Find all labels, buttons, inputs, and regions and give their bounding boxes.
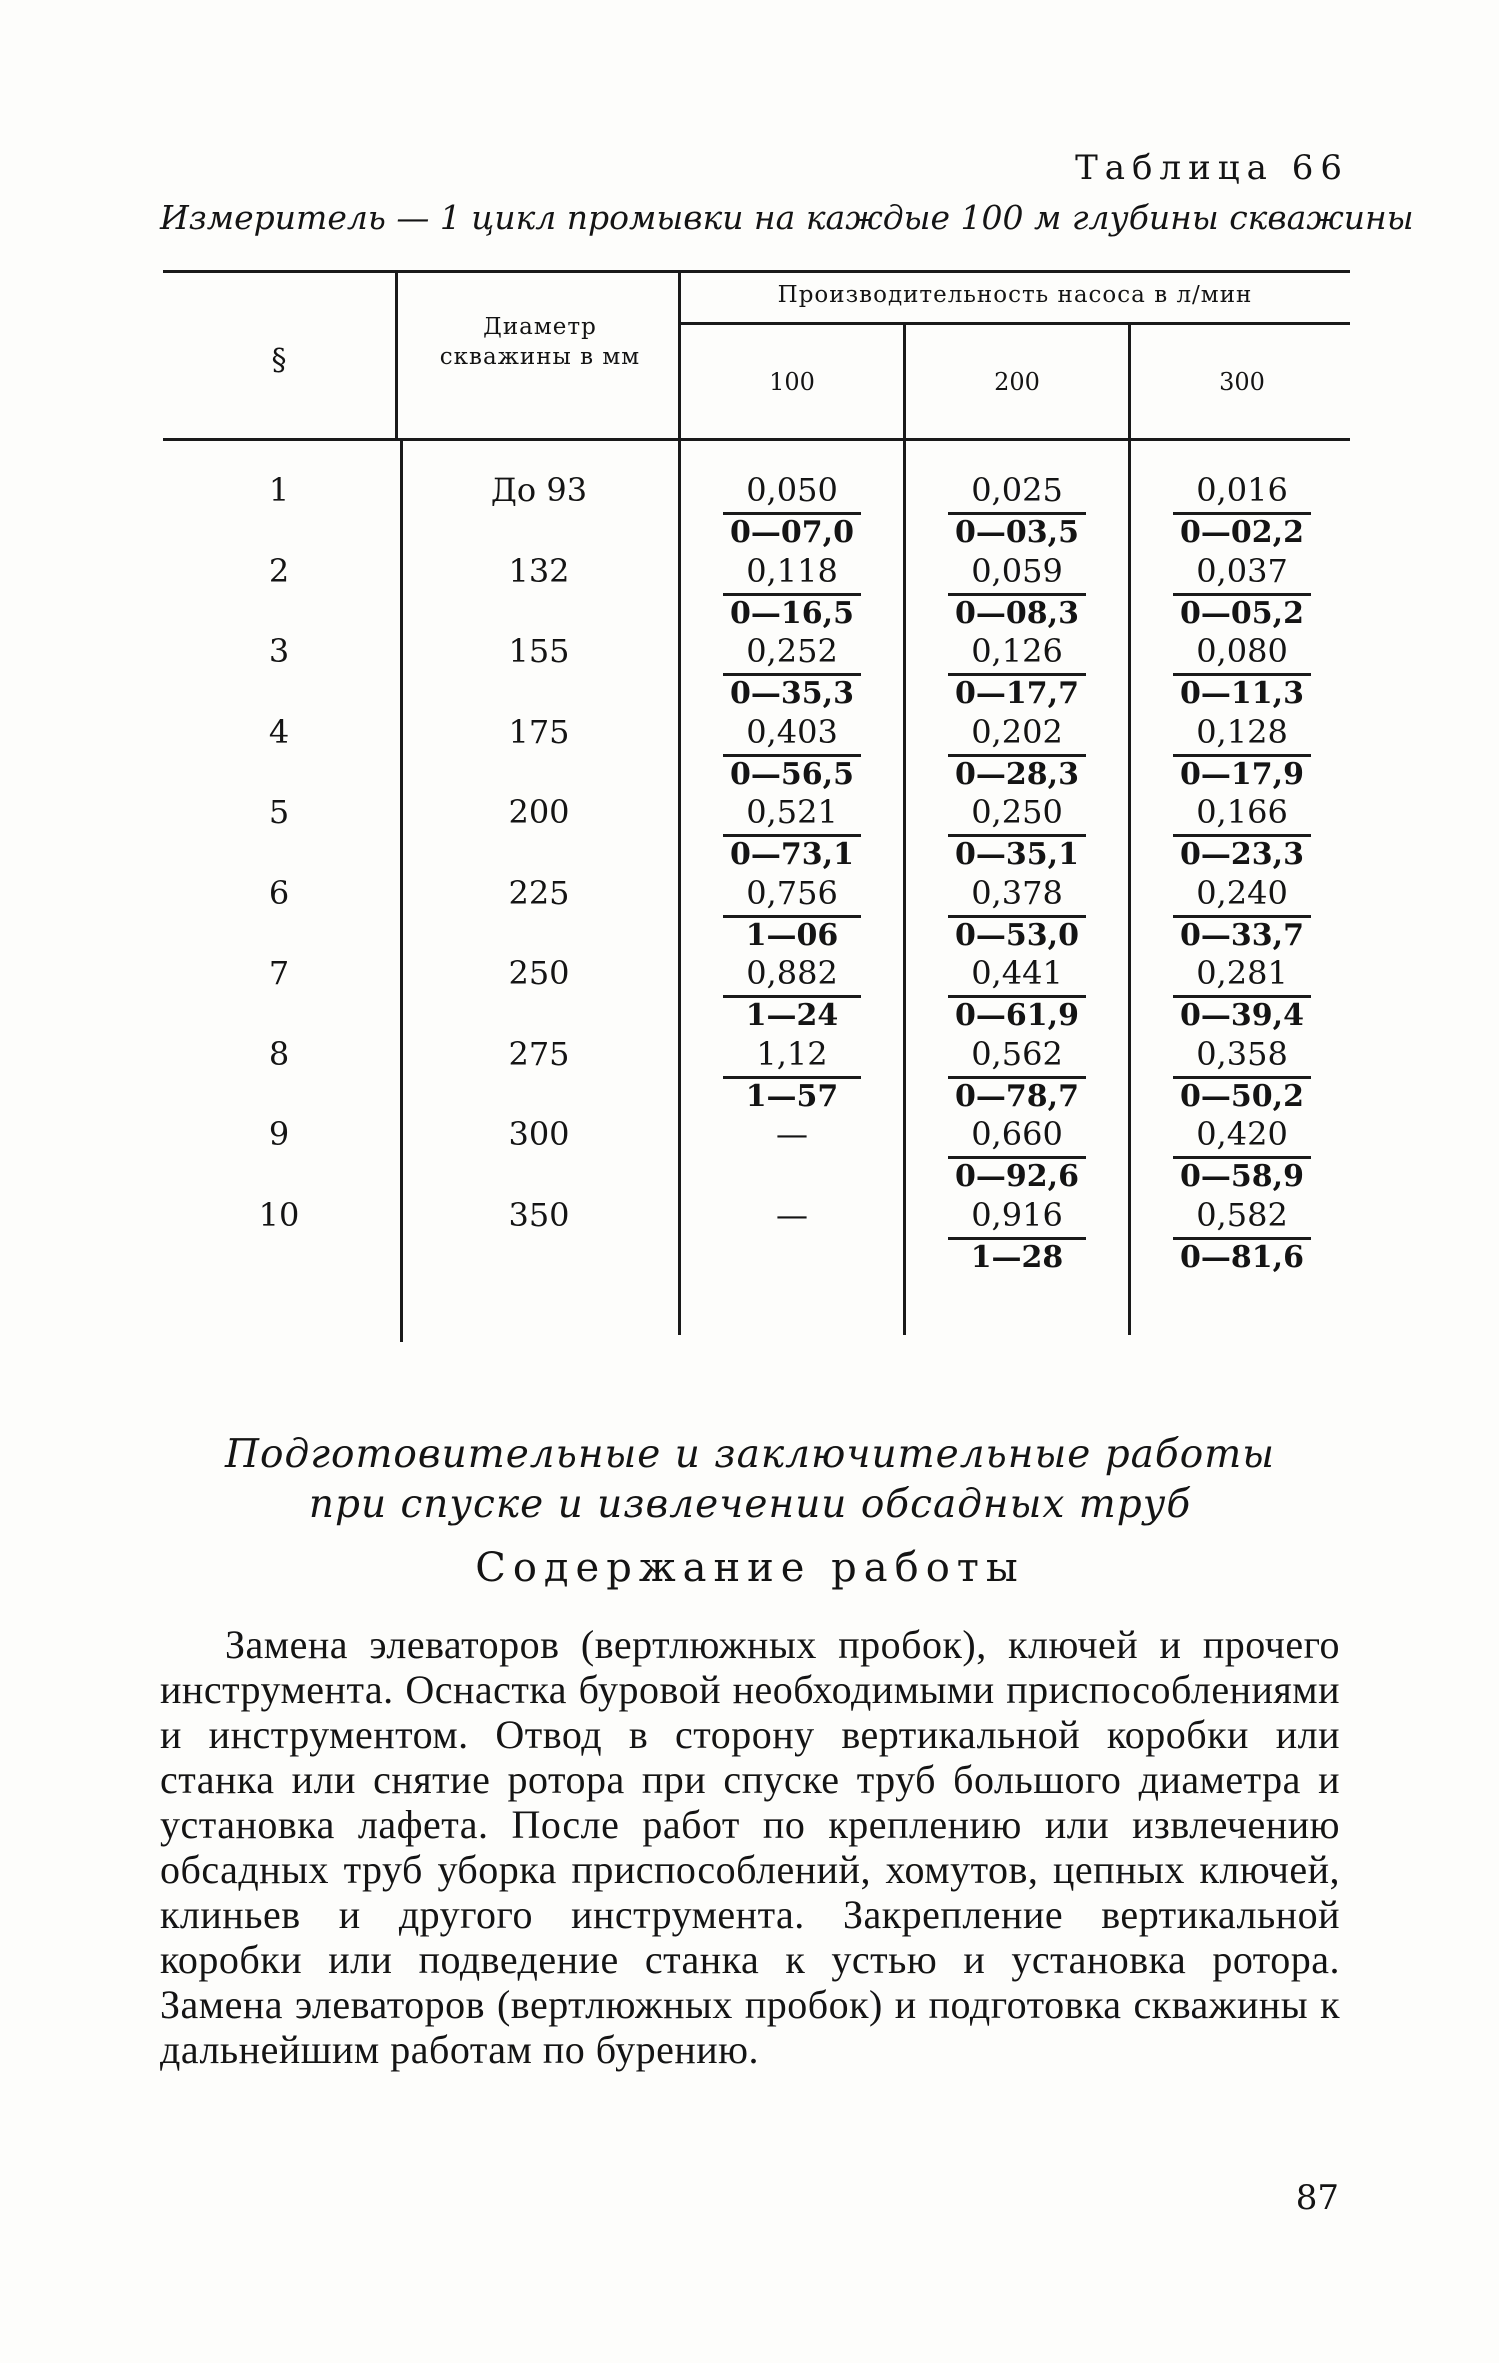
work-description-paragraph: Замена элеваторов (вертлюжных пробок), ключей и прочего инструмента. Оснастка буровой необходимыми приспособлениями и инструментом. Отвод в сторону вертикальной коробки или станка или снятие ротора при спуске труб большого диаметра и установка лафета. После работ по креплению или извлечению обсадных труб уборка приспособлений, хомутов, цепных ключей, клиньев и другого инструмента. Закрепление вертикальной коробки или подведение станка к устью и установка ротора. Замена элеваторов (вертлюжных пробок) и подготовка скважины к дальнейшим работам по бурению. [160, 1622, 1340, 2072]
cell-s200-time: 1—28 [948, 1237, 1086, 1273]
header-diameter: Диаметр скважины в мм [439, 314, 641, 370]
cell-d: 350 [508, 1196, 570, 1234]
header-bottom-rule [163, 438, 1350, 441]
cell-n: 4 [268, 713, 290, 751]
cell-n: 7 [268, 954, 290, 992]
cell-n: 10 [258, 1196, 300, 1234]
cell-v100: — [776, 1115, 808, 1153]
cell-s200-time: 0—03,5 [948, 512, 1086, 548]
cell-n: 8 [268, 1035, 290, 1073]
header-section: § [271, 343, 287, 378]
cell-v300: 0,037 [1196, 552, 1288, 590]
cell-v300: 0,016 [1196, 471, 1288, 509]
page-number: 87 [1295, 2178, 1339, 2218]
cell-s100-time: 1—06 [723, 915, 861, 951]
section-title-line-1: Подготовительные и заключительные работы [225, 1432, 1275, 1477]
cell-v200: 0,660 [971, 1115, 1063, 1153]
cell-s300-time: 0—58,9 [1173, 1156, 1311, 1192]
cell-n: 2 [268, 552, 290, 590]
cell-s100-time: 1—57 [723, 1076, 861, 1112]
cell-n: 1 [268, 471, 290, 509]
header-divider-2 [678, 272, 681, 438]
cell-d: 250 [508, 954, 570, 992]
cell-v200: 0,059 [971, 552, 1063, 590]
cell-s200-time: 0—35,1 [948, 834, 1086, 870]
cell-v200: 0,202 [971, 713, 1063, 751]
cell-v300: 0,281 [1196, 954, 1288, 992]
cell-n: 3 [268, 632, 290, 670]
cell-v300: 0,240 [1196, 874, 1288, 912]
cell-v300: 0,128 [1196, 713, 1288, 751]
cell-v300: 0,582 [1196, 1196, 1288, 1234]
cell-d: 175 [508, 713, 570, 751]
cell-d: 132 [508, 552, 570, 590]
cell-s100-time: 0—56,5 [723, 754, 861, 790]
cell-v100: 0,252 [746, 632, 838, 670]
cell-s200-time: 0—17,7 [948, 673, 1086, 709]
cell-s100-time: 0—73,1 [723, 834, 861, 870]
cell-s300-time: 0—33,7 [1173, 915, 1311, 951]
cell-s300-time: 0—02,2 [1173, 512, 1311, 548]
cell-s200-time: 0—08,3 [948, 593, 1086, 629]
cell-v200: 0,441 [971, 954, 1063, 992]
cell-v100: 0,403 [746, 713, 838, 751]
table-number: Таблица 66 [1075, 148, 1349, 188]
cell-v100: 1,12 [756, 1035, 828, 1073]
header-pump-200: 200 [994, 368, 1040, 396]
section-subtitle: Содержание работы [475, 1545, 1025, 1591]
cell-v200: 0,250 [971, 793, 1063, 831]
section-title-line-2: при спуске и извлечении обсадных труб [308, 1482, 1192, 1527]
cell-s200-time: 0—28,3 [948, 754, 1086, 790]
cell-v300: 0,080 [1196, 632, 1288, 670]
cell-s300-time: 0—81,6 [1173, 1237, 1311, 1273]
cell-v300: 0,420 [1196, 1115, 1288, 1153]
cell-s300-time: 0—39,4 [1173, 995, 1311, 1031]
cell-v100: — [776, 1196, 808, 1234]
cell-s100-time: 1—24 [723, 995, 861, 1031]
cell-s300-time: 0—17,9 [1173, 754, 1311, 790]
cell-s300-time: 0—50,2 [1173, 1076, 1311, 1112]
work-description [160, 1622, 1340, 2072]
cell-s200-time: 0—78,7 [948, 1076, 1086, 1112]
table-top-rule [163, 270, 1350, 273]
cell-s300-time: 0—23,3 [1173, 834, 1311, 870]
cell-v100: 0,118 [746, 552, 838, 590]
cell-s100-time: 0—16,5 [723, 593, 861, 629]
cell-d: 225 [508, 874, 570, 912]
cell-s100-time: 0—07,0 [723, 512, 861, 548]
cell-s100-time: 0—35,3 [723, 673, 861, 709]
header-group-rule [680, 322, 1350, 325]
cell-v100: 0,050 [746, 471, 838, 509]
cell-v100: 0,521 [746, 793, 838, 831]
cell-d: До 93 [490, 471, 588, 509]
cell-v100: 0,756 [746, 874, 838, 912]
cell-v300: 0,358 [1196, 1035, 1288, 1073]
header-pump-100: 100 [769, 368, 815, 396]
cell-n: 5 [268, 793, 290, 831]
cell-s300-time: 0—05,2 [1173, 593, 1311, 629]
cell-s200-time: 0—92,6 [948, 1156, 1086, 1192]
table-caption: Измеритель — 1 цикл промывки на каждые 100 м глубины скважины [160, 198, 1414, 237]
cell-v200: 0,562 [971, 1035, 1063, 1073]
cell-s200-time: 0—61,9 [948, 995, 1086, 1031]
cell-v100: 0,882 [746, 954, 838, 992]
cell-d: 300 [508, 1115, 570, 1153]
header-pump-capacity: Производительность насоса в л/мин [777, 282, 1253, 308]
cell-s300-time: 0—11,3 [1173, 673, 1311, 709]
cell-v300: 0,166 [1196, 793, 1288, 831]
cell-d: 155 [508, 632, 570, 670]
cell-v200: 0,025 [971, 471, 1063, 509]
cell-v200: 0,916 [971, 1196, 1063, 1234]
cell-n: 9 [268, 1115, 290, 1153]
cell-v200: 0,378 [971, 874, 1063, 912]
cell-s200-time: 0—53,0 [948, 915, 1086, 951]
header-pump-300: 300 [1219, 368, 1265, 396]
cell-d: 200 [508, 793, 570, 831]
header-divider-1 [395, 272, 398, 438]
cell-v200: 0,126 [971, 632, 1063, 670]
cell-d: 275 [508, 1035, 570, 1073]
cell-n: 6 [268, 874, 290, 912]
